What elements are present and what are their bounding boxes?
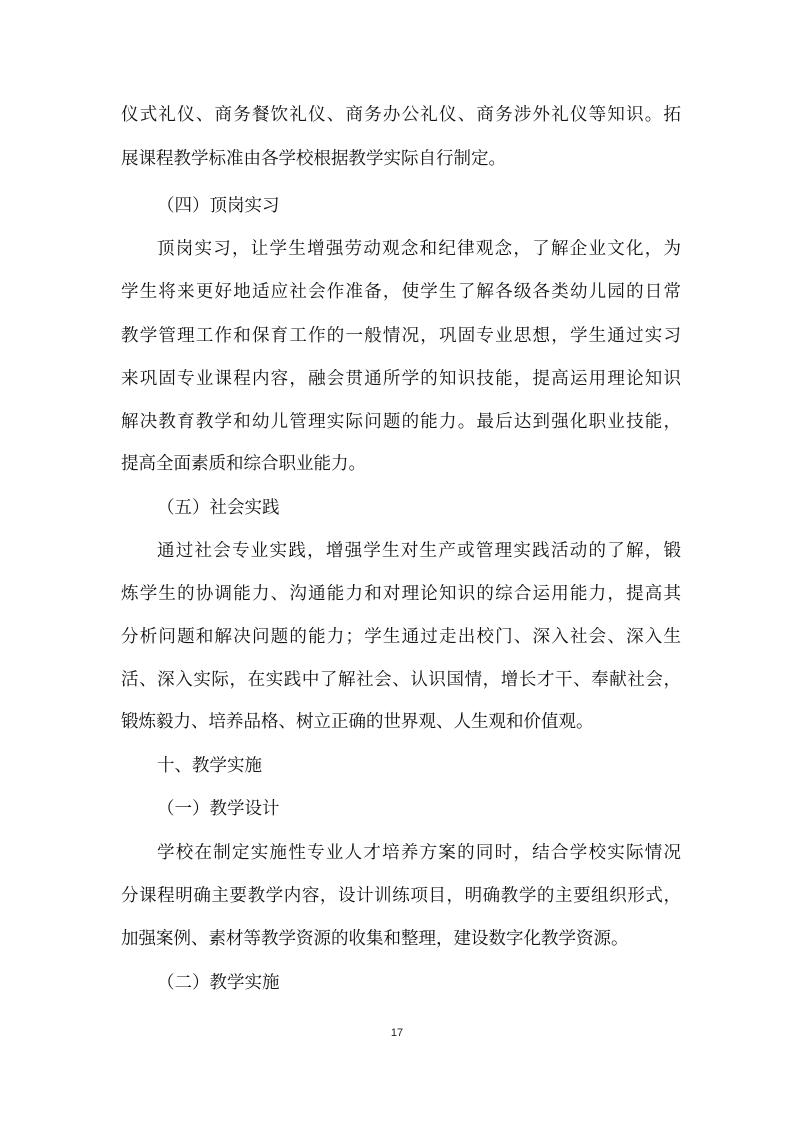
paragraph-line: 提高全面素质和综合职业能力。: [121, 454, 366, 474]
heading-internship: （四）顶岗实习: [157, 196, 280, 216]
paragraph-line: 来巩固专业课程内容，融会贯通所学的知识技能，提高运用理论知识: [121, 369, 681, 389]
paragraph-line: 锻炼毅力、培养品格、树立正确的世界观、人生观和价值观。: [121, 712, 594, 732]
heading-teaching-design: （一）教学设计: [157, 799, 280, 819]
paragraph-line: 活、深入实际，在实践中了解社会、认识国情，增长才干、奉献社会，: [121, 670, 681, 690]
paragraph-line: 分课程明确主要教学内容，设计训练项目，明确教学的主要组织形式，: [121, 886, 681, 906]
heading-teaching-implementation: （二）教学实施: [157, 973, 280, 993]
page-number: 17: [390, 1027, 404, 1039]
paragraph-line: 学校在制定实施性专业人才培养方案的同时，结合学校实际情况: [157, 843, 681, 863]
paragraph-line: 加强案例、素材等教学资源的收集和整理，建设数字化教学资源。: [121, 929, 629, 949]
paragraph-line: 炼学生的协调能力、沟通能力和对理论知识的综合运用能力，提高其: [121, 584, 681, 604]
paragraph-line: 教学管理工作和保育工作的一般情况，巩固专业思想，学生通过实习: [121, 326, 681, 346]
paragraph-line: 学生将来更好地适应社会作准备，使学生了解各级各类幼儿园的日常: [121, 282, 681, 302]
paragraph-line: 通过社会专业实践，增强学生对生产或管理实践活动的了解，锻: [157, 541, 681, 561]
paragraph-line: 分析问题和解决问题的能力；学生通过走出校门、深入社会、深入生: [121, 627, 681, 647]
paragraph-line: 解决教育教学和幼儿管理实际问题的能力。最后达到强化职业技能，: [121, 412, 681, 432]
heading-social-practice: （五）社会实践: [157, 498, 280, 518]
paragraph-line: 顶岗实习，让学生增强劳动观念和纪律观念，了解企业文化，为: [157, 239, 681, 259]
paragraph-line: 展课程教学标准由各学校根据教学实际自行制定。: [121, 149, 506, 169]
paragraph-line: 仪式礼仪、商务餐饮礼仪、商务办公礼仪、商务涉外礼仪等知识。拓: [121, 105, 681, 125]
heading-section-10: 十、教学实施: [157, 756, 262, 776]
